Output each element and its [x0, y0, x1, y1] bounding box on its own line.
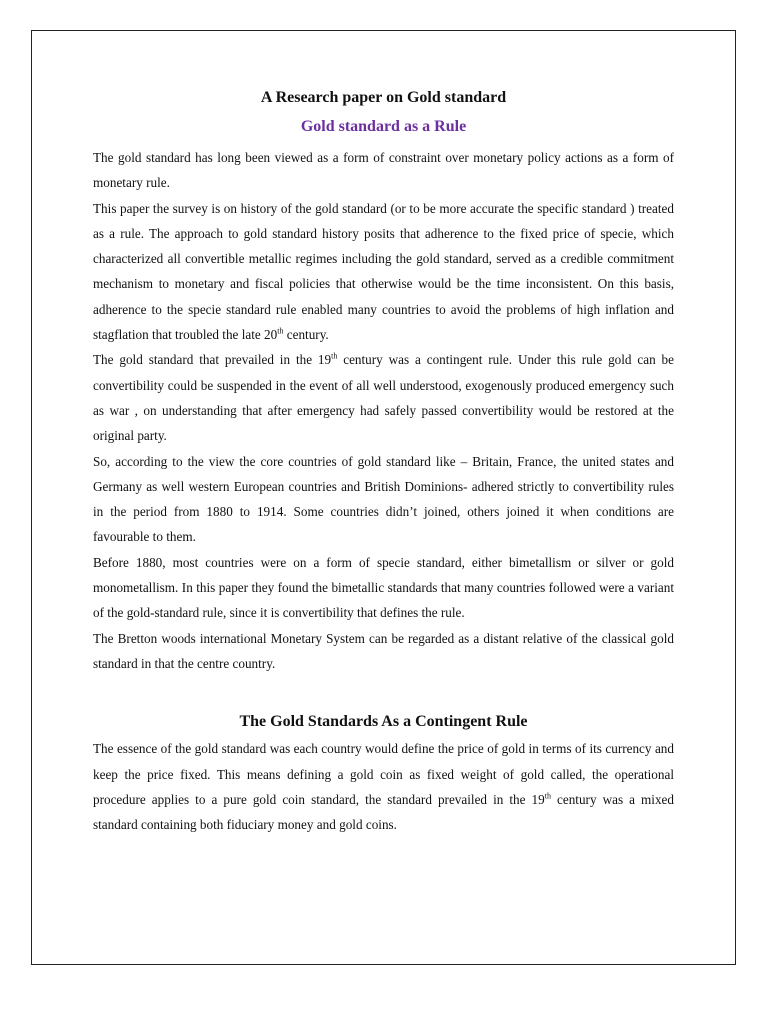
- paragraph-6: The Bretton woods international Monetary System can be regarded as a distant relative of the classical gold standard in that the centre country.: [93, 630, 674, 671]
- paragraph-2-text-b: century.: [283, 327, 329, 343]
- section-paragraph: [93, 736, 674, 837]
- paragraph-5: Before 1880, most countries were on a form of specie standard, either bimetallism or silver or gold monometallism. In this paper they found the bimetallic standards that many countries followed were a variant of the gold-standard rule, since it is convertibility that defines the rule.: [93, 554, 674, 621]
- paragraph-3: [93, 347, 674, 448]
- paragraph-2-text-a: This paper the survey is on history of the gold standard (or to be more accurate the specific standard ) treated as a rule. The approach to gold standard history posits that adherence to the fixed price of specie, which characterized all convertible metallic regimes including the gold standard, served as a credible commitment mechanism to monetary and fiscal policies that otherwise would be the time inconsistent. On this basis, adherence to the specie standard rule enabled many countries to avoid the problems of high inflation and stagflation that troubled the late 20: [93, 200, 674, 343]
- superscript-ordinal: th: [277, 326, 284, 336]
- paragraph-3-text-a: The gold standard that prevailed in the 19: [93, 352, 332, 368]
- paragraph-3-text-b: century was a contingent rule. Under this rule gold can be convertibility could be suspended in the event of all well understood, exogenously produced emergency such as war , on understanding that after emergency had safely passed convertibility would be restored at the original party.: [93, 352, 674, 444]
- section-heading: The Gold Standards As a Contingent Rule: [239, 713, 528, 731]
- paragraph-4: So, according to the view the core countries of gold standard like – Britain, France, the united states and Germany as well western European countries and British Dominions- adhered strictly to convertibility rules in the period from 1880 to 1914. Some countries didn’t joined, others joined it when conditions are favourable to them.: [93, 453, 674, 545]
- superscript-ordinal: th: [331, 351, 338, 361]
- document-subtitle: Gold standard as a Rule: [300, 118, 467, 135]
- document-title: A Research paper on Gold standard: [260, 89, 507, 106]
- superscript-ordinal: th: [544, 791, 551, 801]
- paragraph-1: The gold standard has long been viewed as a form of constraint over monetary policy actions as a form of monetary rule.: [93, 150, 674, 191]
- section-paragraph-text-b: century was a mixed standard containing both fiduciary money and gold coins.: [93, 791, 674, 833]
- paragraph-2: [93, 196, 674, 348]
- section-paragraph-text-a: The essence of the gold standard was each country would define the price of gold in terms of its currency and keep the price fixed. This means defining a gold coin as fixed weight of gold called, the operational procedure applies to a pure gold coin standard, the standard prevailed in the 19: [93, 741, 674, 807]
- document-body: [93, 86, 674, 837]
